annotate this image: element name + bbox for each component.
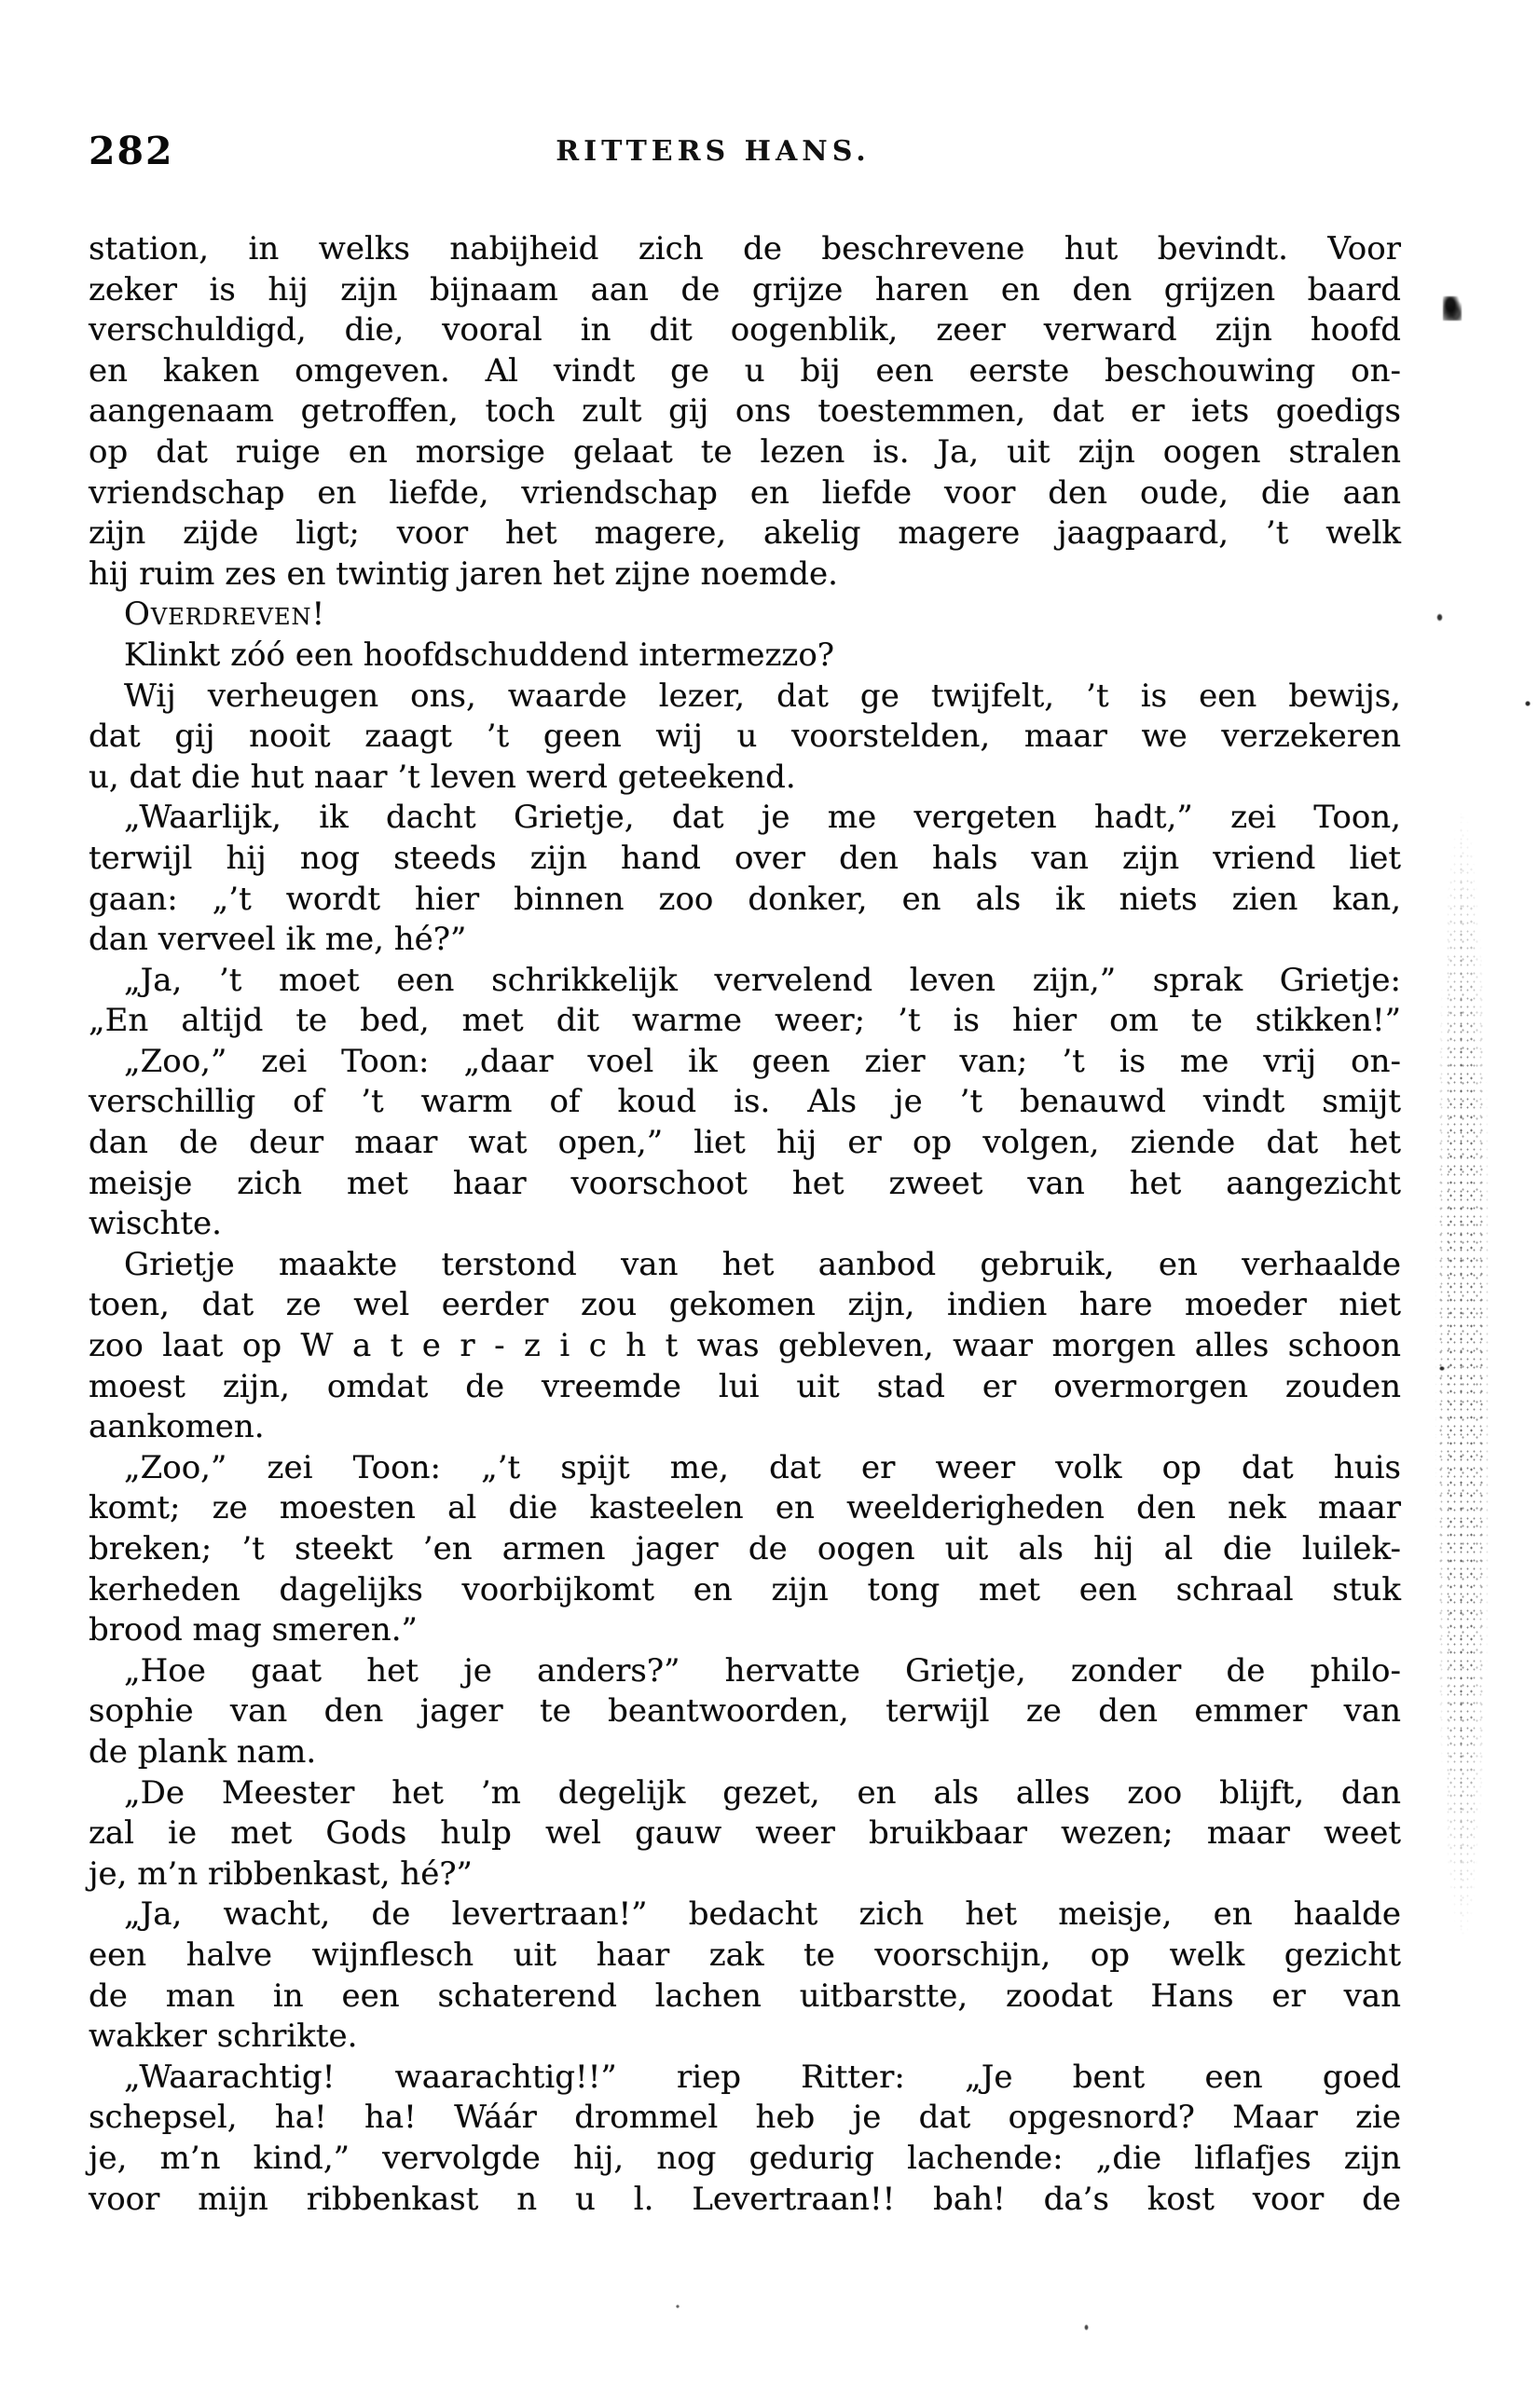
text-line: verschuldigd, die, vooral in dit oogenblik, zeer verward zijn hoofd [89, 311, 1401, 349]
scan-artifact-speck [1439, 1366, 1445, 1371]
text-line: „Waarachtig! waarachtig!!” riep Ritter: „Je bent een goed [124, 2058, 1401, 2096]
text-line: een halve wijnflesch uit haar zak te voorschijn, op welk gezicht [89, 1936, 1401, 1974]
text-line: aangenaam getroffen, toch zult gij ons toestemmen, dat er iets goedigs [89, 392, 1401, 431]
text-line: voor mijn ribbenkast n u l. Levertraan!! bah! da’s kost voor de [89, 2180, 1401, 2218]
text-line: wakker schrikte. [89, 2018, 358, 2056]
text-line: schepsel, ha! ha! Wáár drommel heb je dat opgesnord? Maar zie [89, 2099, 1401, 2137]
text-line: vriendschap en liefde, vriendschap en liefde voor den oude, die aan [89, 473, 1401, 512]
text-line: Klinkt zóó een hoofdschuddend intermezzo? [124, 636, 835, 674]
scan-artifact-noise-band [1435, 772, 1490, 1936]
text-block [89, 229, 1401, 2220]
text-line: sophie van den jager te beantwoorden, terwijl ze den emmer van [89, 1692, 1401, 1731]
text-line: station, in welks nabijheid zich de beschrevene hut bevindt. Voor [89, 230, 1401, 267]
text-line: toen, dat ze wel eerder zou gekomen zijn, indien hare moeder niet [89, 1286, 1401, 1324]
text-line: dan verveel ik me, hé?” [89, 921, 467, 959]
text-line: meisje zich met haar voorschoot het zweet van het aangezicht [89, 1164, 1401, 1202]
text-line: moest zijn, omdat de vreemde lui uit stad er overmorgen zouden [89, 1367, 1401, 1405]
text-line: wischte. [89, 1205, 222, 1243]
text-line: kerheden dagelijks voorbijkomt en zijn tong met een schraal stuk [89, 1570, 1401, 1608]
text-line: zeker is hij zijn bijnaam aan de grijze haren en den grijzen baard [89, 270, 1401, 308]
text-line: „De Meester het ’m degelijk gezet, en als alles zoo blijft, dan [124, 1773, 1401, 1812]
text-line: je, m’n ribbenkast, hé?” [89, 1854, 473, 1893]
text-line: brood mag smeren.” [89, 1611, 418, 1649]
text-line: „Hoe gaat het je anders?” hervatte Grietje, zonder de philo- [124, 1651, 1401, 1690]
text-line: „Zoo,” zei Toon: „’t spijt me, dat er weer volk op dat huis [124, 1448, 1401, 1486]
text-line: zijn zijde ligt; voor het magere, akelig magere jaagpaard, ’t welk [89, 514, 1401, 553]
text-line: dat gij nooit zaagt ’t geen wij u voorstelden, maar we verzekeren [89, 718, 1401, 756]
text-line: „Waarlijk, ik dacht Grietje, dat je me vergeten hadt,” zei Toon, [124, 799, 1401, 837]
scan-artifact-speck [1084, 2324, 1089, 2331]
text-line: terwijl hij nog steeds zijn hand over den hals van zijn vriend liet [89, 839, 1401, 877]
running-title: RITTERS HANS. [556, 135, 871, 168]
scan-artifact-speck [676, 2305, 680, 2308]
text-line: Overdreven! [124, 595, 326, 634]
text-line: zoo laat op W a t e r - z i c h t was gebleven, waar morgen alles schoon [89, 1327, 1401, 1365]
text-line: zal ie met Gods hulp wel gauw weer bruikbaar wezen; maar weet [89, 1814, 1401, 1853]
text-line: verschillig of ’t warm of koud is. Als je ’t benauwd vindt smijt [89, 1083, 1401, 1121]
text-line: en kaken omgeven. Al vindt ge u bij een eerste beschouwing on- [89, 351, 1401, 390]
text-line: gaan: „’t wordt hier binnen zoo donker, en als ik niets zien kan, [89, 880, 1401, 918]
text-line: de plank nam. [89, 1732, 317, 1771]
text-line: breken; ’t steekt ’en armen jager de oogen uit als hij al die luilek- [89, 1530, 1401, 1567]
text-line: komt; ze moesten al die kasteelen en weelderigheden den nek maar [89, 1489, 1401, 1527]
scan-artifact-ink-blot [1443, 296, 1462, 321]
text-line: „Zoo,” zei Toon: „daar voel ik geen zier van; ’t is me vrij on- [124, 1042, 1401, 1080]
text-line: hij ruim zes en twintig jaren het zijne noemde. [89, 554, 838, 593]
text-line: Grietje maakte terstond van het aanbod gebruik, en verhaalde [124, 1245, 1401, 1283]
text-line: „En altijd te bed, met dit warme weer; ’t is hier om te stikken!” [89, 1002, 1401, 1040]
text-line: Wij verheugen ons, waarde lezer, dat ge twijfelt, ’t is een bewijs, [124, 677, 1401, 715]
text-line: de man in een schaterend lachen uitbarstte, zoodat Hans er van [89, 1977, 1401, 2015]
running-head [89, 129, 1403, 171]
text-line: „Ja, ’t moet een schrikkelijk vervelend leven zijn,” sprak Grietje: [124, 961, 1401, 999]
text-line: je, m’n kind,” vervolgde hij, nog gedurig lachende: „die liflafjes zijn [89, 2139, 1401, 2177]
page-number: 282 [89, 129, 174, 173]
scan-artifact-speck [1436, 613, 1443, 622]
text-line: op dat ruige en morsige gelaat te lezen is. Ja, uit zijn oogen stralen [89, 432, 1401, 471]
text-line: dan de deur maar wat open,” liet hij er op volgen, ziende dat het [89, 1124, 1401, 1162]
scan-artifact-speck [1525, 701, 1531, 706]
text-line: u, dat die hut naar ’t leven werd geteekend. [89, 758, 796, 796]
text-line: „Ja, wacht, de levertraan!” bedacht zich het meisje, en haalde [124, 1895, 1401, 1934]
text-line: aankomen. [89, 1408, 265, 1446]
